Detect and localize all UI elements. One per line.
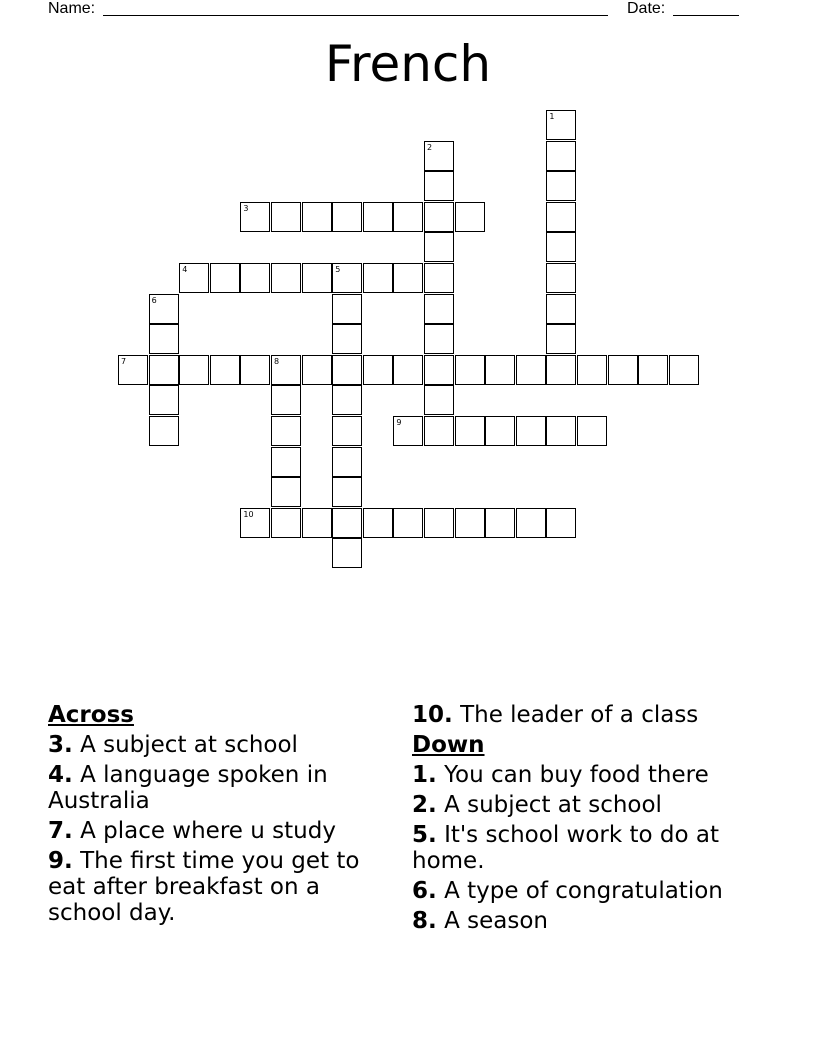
clue-text: A type of congratulation xyxy=(444,878,723,904)
crossword-cell[interactable] xyxy=(455,508,485,538)
crossword-cell[interactable] xyxy=(546,171,576,201)
crossword-cell[interactable] xyxy=(393,508,423,538)
crossword-cell[interactable] xyxy=(455,202,485,232)
clue-across-7 xyxy=(48,818,378,844)
crossword-cell[interactable] xyxy=(332,324,362,354)
crossword-cell[interactable] xyxy=(302,202,332,232)
clue-down-2 xyxy=(412,792,772,818)
cell-number: 1 xyxy=(549,112,555,121)
cell-number: 5 xyxy=(335,265,341,274)
crossword-cell[interactable] xyxy=(516,508,546,538)
crossword-cell[interactable] xyxy=(546,232,576,262)
crossword-cell[interactable] xyxy=(302,263,332,293)
clue-across-4 xyxy=(48,762,378,814)
crossword-cell[interactable] xyxy=(149,416,179,446)
crossword-cell[interactable] xyxy=(240,202,270,232)
crossword-cell[interactable] xyxy=(332,538,362,568)
cell-number: 3 xyxy=(243,203,249,213)
across-heading: Across xyxy=(48,702,134,728)
crossword-cell[interactable] xyxy=(332,508,362,538)
clue-number: 8. xyxy=(412,908,437,934)
clue-down-1 xyxy=(412,762,772,788)
crossword-cell[interactable] xyxy=(271,447,301,477)
clue-text: The leader of a class xyxy=(460,702,699,728)
crossword-cell[interactable] xyxy=(424,141,454,171)
crossword-cell[interactable] xyxy=(577,355,607,385)
clue-across-9 xyxy=(48,848,378,926)
crossword-cell[interactable] xyxy=(424,232,454,262)
crossword-cell[interactable] xyxy=(546,294,576,324)
crossword-cell[interactable] xyxy=(393,202,423,232)
crossword-cell[interactable] xyxy=(271,355,301,385)
crossword-cell[interactable] xyxy=(332,447,362,477)
crossword-cell[interactable] xyxy=(332,202,362,232)
clue-text: A season xyxy=(444,908,548,934)
crossword-cell[interactable] xyxy=(363,355,393,385)
crossword-cell[interactable] xyxy=(332,416,362,446)
crossword-cell[interactable] xyxy=(455,416,485,446)
crossword-cell[interactable] xyxy=(302,355,332,385)
crossword-cell[interactable] xyxy=(332,263,362,293)
crossword-cell[interactable] xyxy=(546,110,576,140)
crossword-cell[interactable] xyxy=(424,171,454,201)
crossword-cell[interactable] xyxy=(546,202,576,232)
clue-number: 9. xyxy=(48,848,73,874)
clue-down-8 xyxy=(412,908,772,934)
crossword-cell[interactable] xyxy=(363,263,393,293)
crossword-cell[interactable] xyxy=(546,508,576,538)
clue-text: You can buy food there xyxy=(444,762,709,788)
cell-number: 2 xyxy=(427,142,433,152)
crossword-cell[interactable] xyxy=(424,202,454,232)
crossword-cell[interactable] xyxy=(516,416,546,446)
crossword-cell[interactable] xyxy=(546,141,576,171)
crossword-cell[interactable] xyxy=(179,355,209,385)
clue-text: A language spoken in Australia xyxy=(48,762,328,814)
date-label: Date: xyxy=(627,0,666,17)
clue-number: 10. xyxy=(412,702,453,728)
crossword-cell[interactable] xyxy=(210,355,240,385)
crossword-cell[interactable] xyxy=(149,324,179,354)
clue-number: 4. xyxy=(48,762,73,788)
name-label: Name: xyxy=(48,0,96,17)
crossword-cell[interactable] xyxy=(424,385,454,415)
crossword-cell[interactable] xyxy=(363,508,393,538)
clue-text: The first time you get to eat after breakfast on a school day. xyxy=(48,848,360,926)
clues-left-column xyxy=(48,702,378,930)
crossword-cell[interactable] xyxy=(455,355,485,385)
crossword-cell[interactable] xyxy=(638,355,668,385)
crossword-cell[interactable] xyxy=(118,355,148,385)
clue-number: 2. xyxy=(412,792,437,818)
crossword-cell[interactable] xyxy=(271,508,301,538)
crossword-cell[interactable] xyxy=(210,263,240,293)
crossword-cell[interactable] xyxy=(546,416,576,446)
crossword-cell[interactable] xyxy=(424,508,454,538)
crossword-cell[interactable] xyxy=(424,416,454,446)
crossword-cell[interactable] xyxy=(271,477,301,507)
crossword-cell[interactable] xyxy=(546,324,576,354)
clue-across-10 xyxy=(412,702,772,728)
crossword-cell[interactable] xyxy=(577,416,607,446)
cell-number: 7 xyxy=(121,356,127,366)
clue-text: It's school work to do at home. xyxy=(412,822,719,874)
crossword-cell[interactable] xyxy=(393,263,423,293)
crossword-cell[interactable] xyxy=(424,263,454,293)
crossword-cell[interactable] xyxy=(302,508,332,538)
crossword-cell[interactable] xyxy=(332,294,362,324)
crossword-cell[interactable] xyxy=(485,416,515,446)
crossword-cell[interactable] xyxy=(149,385,179,415)
crossword-cell[interactable] xyxy=(516,355,546,385)
crossword-cell[interactable] xyxy=(240,508,270,538)
cell-number: 8 xyxy=(274,356,280,366)
crossword-cell[interactable] xyxy=(546,355,576,385)
crossword-cell[interactable] xyxy=(669,355,699,385)
crossword-cell[interactable] xyxy=(424,355,454,385)
crossword-cell[interactable] xyxy=(271,385,301,415)
clue-down-6 xyxy=(412,878,772,904)
cell-number: 9 xyxy=(396,418,402,427)
clue-number: 5. xyxy=(412,822,437,848)
crossword-cell[interactable] xyxy=(608,355,638,385)
crossword-cell[interactable] xyxy=(485,508,515,538)
crossword-cell[interactable] xyxy=(149,355,179,385)
crossword-cell[interactable] xyxy=(271,416,301,446)
crossword-cell[interactable] xyxy=(332,385,362,415)
cell-number: 6 xyxy=(151,295,157,305)
crossword-cell[interactable] xyxy=(393,416,423,446)
crossword-cell[interactable] xyxy=(149,294,179,324)
crossword-cell[interactable] xyxy=(271,202,301,232)
crossword-cell[interactable] xyxy=(179,263,209,293)
clue-text: A subject at school xyxy=(444,792,662,818)
crossword-cell[interactable] xyxy=(240,263,270,293)
crossword-cell[interactable] xyxy=(424,324,454,354)
clue-number: 6. xyxy=(412,878,437,904)
crossword-cell[interactable] xyxy=(485,355,515,385)
clue-text: A subject at school xyxy=(80,732,298,758)
page-title: French xyxy=(324,35,492,93)
crossword-cell[interactable] xyxy=(240,355,270,385)
clues-right-column xyxy=(412,702,772,938)
cell-number: 10 xyxy=(243,509,254,519)
crossword-cell[interactable] xyxy=(363,202,393,232)
crossword-cell[interactable] xyxy=(424,294,454,324)
crossword-cell[interactable] xyxy=(332,477,362,507)
down-heading: Down xyxy=(412,732,485,758)
clue-number: 1. xyxy=(412,762,437,788)
clue-number: 3. xyxy=(48,732,73,758)
crossword-cell[interactable] xyxy=(332,355,362,385)
clue-text: A place where u study xyxy=(80,818,336,844)
clue-across-3 xyxy=(48,732,378,758)
cell-number: 4 xyxy=(182,265,188,274)
clue-down-5 xyxy=(412,822,772,874)
crossword-cell[interactable] xyxy=(546,263,576,293)
clue-number: 7. xyxy=(48,818,73,844)
crossword-cell[interactable] xyxy=(393,355,423,385)
crossword-cell[interactable] xyxy=(271,263,301,293)
